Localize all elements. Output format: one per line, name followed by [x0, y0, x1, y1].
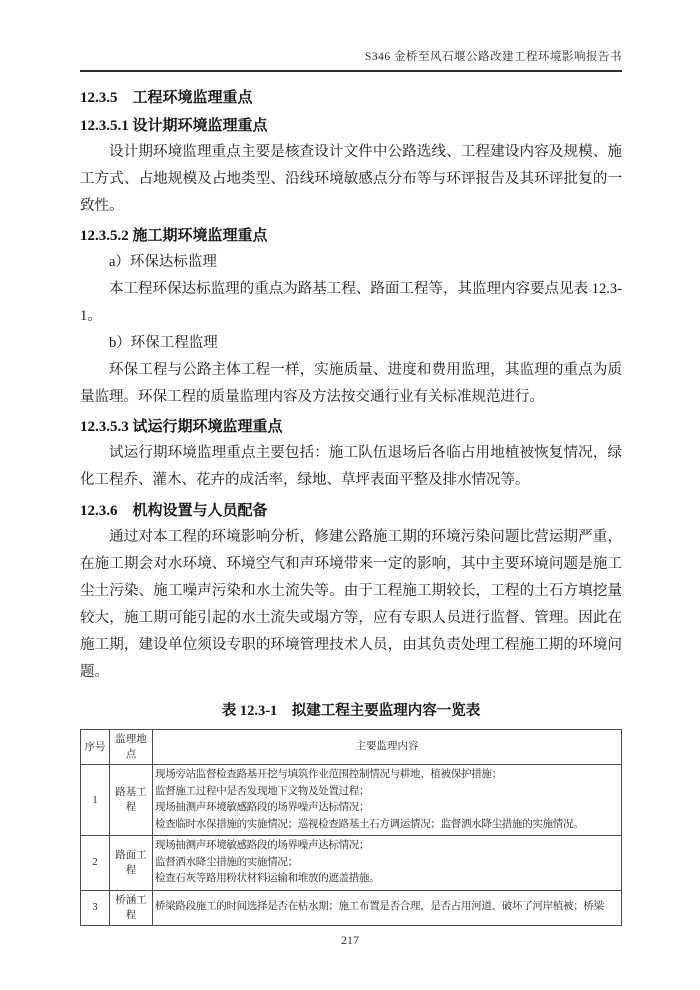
- cell-row1-no: 1: [81, 765, 110, 836]
- list-item-b: b）环保工程监理: [109, 335, 218, 351]
- list-item-a: a）环保达标监理: [109, 254, 217, 270]
- table-header-row: [81, 730, 622, 765]
- heading-12-3-6: 12.3.6 机构设置与人员配备: [80, 503, 268, 519]
- column-header-place: 监理地点: [110, 730, 153, 765]
- paragraph-item-b: 环保工程与公路主体工程一样，实施质量、进度和费用监理，其监理的重点为质量监理。环保工程的质量监理内容及方法按交通行业有关标准规范进行。: [80, 362, 622, 405]
- paragraph-item-a: 本工程环保达标监理的重点为路基工程、路面工程等，其监理内容要点见表 12.3-1。: [80, 281, 622, 324]
- heading-12-3-5-3: 12.3.5.3 试运行期环境监理重点: [80, 419, 283, 435]
- cell-row1-content: [153, 765, 622, 836]
- paragraph-organization: 通过对本工程的环境影响分析，修建公路施工期的环境污染问题比营运期严重，在施工期会对水环境、环境空气和声环境带来一定的影响，其中主要环境问题是施工尘土污染、施工噪声污染和水土流失等。由于工程施工期较长，工程的土石方填挖量较大，施工期可能引起的水土流失或塌方等，应有专职人员进行监督、管理。因此在施工期，建设单位须设专职的环境管理技术人员，由其负责处理工程施工期的环境问题。: [80, 529, 622, 680]
- cell-row2-no: 2: [81, 836, 110, 891]
- content-line: 桥梁路段施工的时间选择是否在枯水期；施工布置是否合理，是否占用河道、破坏了河岸植被；桥梁: [155, 901, 604, 913]
- page-header: [80, 50, 622, 72]
- content-line: 现场抽测声环境敏感路段的场界噪声达标情况；: [155, 802, 370, 813]
- header-title: S346 金桥至风石堰公路改建工程环境影响报告书: [364, 51, 622, 63]
- content-line: 监督洒水降尘措施的实施情况；: [155, 856, 298, 868]
- heading-12-3-5-2: 12.3.5.2 施工期环境监理重点: [80, 228, 268, 244]
- table-row: [81, 765, 622, 836]
- table-row: [81, 836, 622, 891]
- paragraph-design-period: 设计期环境监理重点主要是核查设计文件中公路选线、工程建设内容及规模、施工方式、占地规模及占地类型、沿线环境敏感点分布等与环评报告及其环评批复的一致性。: [80, 144, 622, 214]
- cell-row1-place: 路基工程: [110, 765, 153, 836]
- column-header-content: 主要监理内容: [153, 730, 622, 765]
- cell-row3-no: 3: [81, 890, 110, 925]
- table-row: [81, 890, 622, 925]
- content-line: 检查石灰等路用粉状材料运输和堆放的遮盖措施。: [155, 873, 380, 884]
- content-line: 监督施工过程中是否发现地下文物及处置过程；: [155, 785, 370, 797]
- monitoring-content-table: [80, 729, 622, 926]
- heading-12-3-5: 12.3.5 工程环境监理重点: [80, 90, 253, 106]
- cell-row3-place: 桥涵工程: [110, 890, 153, 925]
- content-line: 检查临时水保措施的实施情况；巡视检查路基土石方调运情况；监督洒水降尘措施的实施情况。: [155, 818, 584, 830]
- content-line: 现场抽测声环境敏感路段的场界噪声达标情况；: [155, 840, 370, 851]
- paragraph-trial-period: 试运行期环境监理重点主要包括：施工队伍退场后各临占用地植被恢复情况，绿化工程乔、灌木、花卉的成活率，绿地、草坪表面平整及排水情况等。: [80, 445, 622, 488]
- page-number: 217: [341, 933, 359, 947]
- cell-row2-place: 路面工程: [110, 836, 153, 891]
- cell-row3-content: [153, 890, 622, 925]
- table-caption: 表 12.3-1 拟建工程主要监理内容一览表: [221, 703, 481, 719]
- column-header-no: 序号: [81, 730, 110, 765]
- content-line: 现场旁站监督检查路基开挖与填筑作业范围控制情况与耕地、植被保护措施；: [155, 769, 502, 780]
- heading-12-3-5-1: 12.3.5.1 设计期环境监理重点: [80, 118, 268, 134]
- cell-row2-content: [153, 836, 622, 891]
